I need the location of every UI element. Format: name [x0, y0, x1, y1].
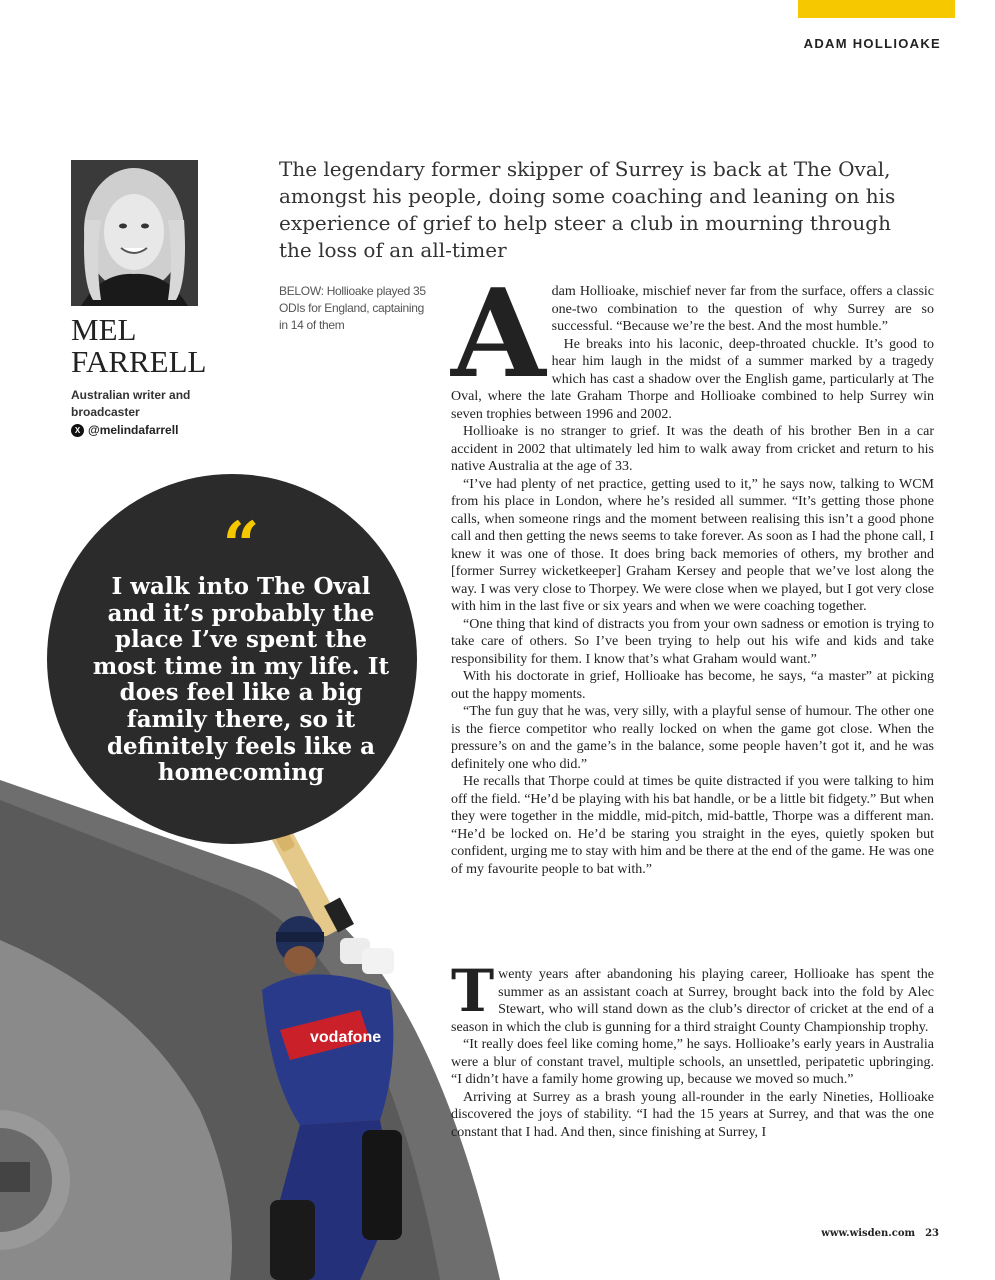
- author-handle-text: @melindafarrell: [88, 423, 179, 437]
- dropcap-t: T: [451, 957, 495, 1025]
- section-color-bar: [798, 0, 955, 18]
- footer-url[interactable]: www.wisden.com: [821, 1228, 916, 1239]
- author-photo: [71, 160, 198, 306]
- article-paragraph: With his doctorate in grief, Hollioake has become, he says, “a master” at picking out the happy moments.: [451, 669, 934, 702]
- x-logo-icon: X: [71, 424, 84, 437]
- article-paragraph: He recalls that Thorpe could at times be quite distracted if you were talking to him off the field. “He’d be playing with his bat handle, or be a little bit fidgety.” But when they were together in the middle, mid-pitch, mid-battle, Thorpe was a different man. “He’d be locked on. He’d be staring you straight in the eyes, quietly spoken but confident, urging me to stay with him and be there at the end of the game. He was one of my favourite people to bat with.”: [451, 774, 934, 877]
- author-role: Australian writer and broadcaster: [71, 388, 191, 419]
- article-body-section-2: [451, 957, 934, 1141]
- author-last-name: FARRELL: [71, 344, 207, 379]
- article-paragraph: “I’ve had plenty of net practice, getting used to it,” he says now, talking to WCM from his place in London, where he’s resided all summer. “It’s getting those phone calls, when someone rings and the moment between realising this isn’t a good phone call and then getting the news seems to take forever. As soon as I had the phone call, I knew it was one of those. It does bring back memories of others, my brother and [former Surrey wicketkeeper] Graham Kersey and people that we’ve lost along the way. I was very close to Thorpey. We were close when we played, but I got very close with him in the last five or six years and when we were coaching together.: [451, 476, 934, 614]
- section-title: ADAM HOLLIOAKE: [803, 36, 941, 51]
- dropcap-a: A: [451, 261, 546, 405]
- article-paragraph: Arriving at Surrey as a brash young all-rounder in the early Nineties, Hollioake discovered the joys of stability. “I had the 15 years at Surrey, and that was the one constant that I had. And then, since finishing at Surrey, I: [451, 1089, 934, 1140]
- photo-caption: BELOW: Hollioake played 35 ODIs for England, captaining in 14 of them: [279, 284, 426, 332]
- article-paragraph: Hollioake is no stranger to grief. It was the death of his brother Ben in a car accident in 2002 that ultimately led him to walk away from cricket and return to his native Australia at the age of 33.: [451, 424, 934, 474]
- author-handle[interactable]: [71, 423, 178, 437]
- standfirst: The legendary former skipper of Surrey is back at The Oval, amongst his people, doing some coaching and leaning on his experience of grief to help steer a club in mourning through the loss of an all-timer: [279, 157, 896, 262]
- cricketer-photo: [0, 780, 520, 1280]
- article-paragraph: Twenty years after abandoning his playing career, Hollioake has spent the summer as an assistant coach at Surrey, brought back into the fold by Alec Stewart, who will stand down as the club’s director of cricket at the end of a season in which the club is gunning for a third straight County Championship trophy.: [451, 957, 934, 1035]
- article-paragraph: “The fun guy that he was, very silly, with a playful sense of humour. The other one is the fierce competitor who really locked on when the game got close. When the pressure’s on and the game’s in the balance, some people haven’t got it, and he was definitely one who did.”: [451, 704, 934, 772]
- author-name: [71, 314, 207, 378]
- pull-quote-text: I walk into The Oval and it’s probably the place I’ve spent the most time in my life. It does feel like a big family there, so it definitely feels like a homecoming: [92, 573, 390, 787]
- article-paragraph: He breaks into his laconic, deep-throated chuckle. It’s good to hear him laugh in the midst of a summer marked by a tragedy which has cast a shadow over the English game, particularly at The Oval, where the late Graham Thorpe and Hollioake combined to help Surrey win seven trophies between 1996 and 2002.: [451, 336, 934, 422]
- article-paragraph: “It really does feel like coming home,” he says. Hollioake’s early years in Australia were a blur of constant travel, multiple schools, an unsettled, peripatetic upbringing. “I didn’t have a family home growing up, because we moved so much.”: [451, 1037, 934, 1087]
- article-paragraph: “One thing that kind of distracts you from your own sadness or emotion is trying to take care of others. So I’ve been trying to help out his wife and kids and take responsibility for them. I know that’s what Graham would want.”: [451, 616, 934, 667]
- page-footer: [811, 1228, 939, 1239]
- author-first-name: MEL: [71, 312, 137, 347]
- page-number: 23: [925, 1228, 939, 1239]
- shirt-sponsor-text: vodafone: [310, 1029, 382, 1046]
- article-paragraph: Adam Hollioake, mischief never far from the surface, offers a classic one-two combination to the question of why Surrey are so successful. “Because we’re the best. And the most humble.”: [451, 261, 934, 405]
- article-body: [451, 261, 934, 878]
- quote-mark-icon: “: [222, 508, 260, 583]
